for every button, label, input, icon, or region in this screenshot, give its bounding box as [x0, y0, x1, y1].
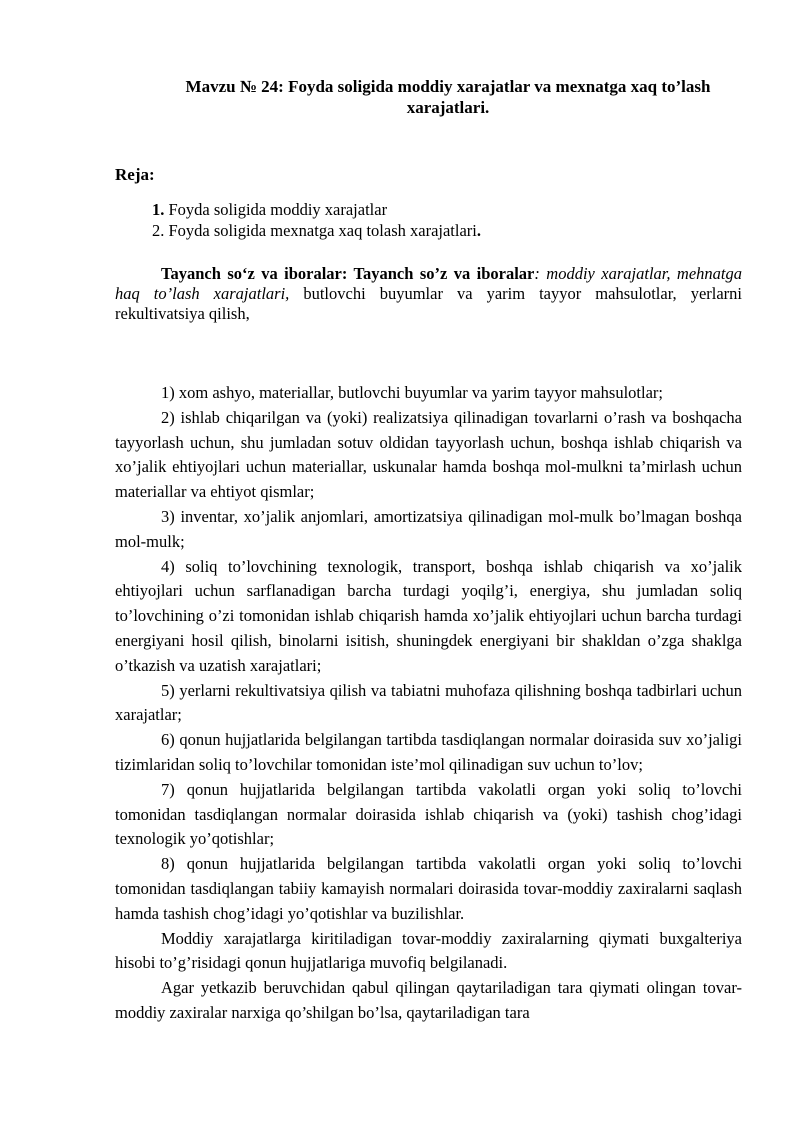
paragraph: Agar yetkazib beruvchidan qabul qilingan qaytariladigan tara qiymati olingan tovar-moddiy zaxiralar narxiga qo’shilgan bo’lsa, qaytariladigan tara: [115, 978, 742, 1022]
paragraph: 5) yerlarni rekultivatsiya qilish va tabiatni muhofaza qilishning boshqa tadbirlari uchun xarajatlar;: [115, 680, 742, 725]
plan-item-number: 2.: [152, 221, 165, 240]
paragraph: 7) qonun hujjatlarida belgilangan tartibda vakolatli organ yoki soliq to’lovchi tomonidan tasdiqlangan normalar doirasida ishlab chiqarish va (yoki) tashish chog’idagi texnologik yo’qotishlar;: [115, 779, 742, 849]
plan-item-end: .: [476, 221, 481, 240]
paragraph: 8) qonun hujjatlarida belgilangan tartibda vakolatli organ yoki soliq to’lovchi tomonidan tasdiqlangan tabiiy kamayish normalari doirasida tovar-moddiy zaxiralarni saqlash hamda tashish chog’idagi yo’qotishlar va buzilishlar.: [115, 854, 742, 923]
paragraph: 4) soliq to’lovchining texnologik, transport, boshqa ishlab chiqarish va xo’jalik ehtiyojlari uchun sarflanadigan barcha turdagi yoqilg’i, energiya, shu jumladan soliq to’lovchining o’zi tomonidan ishlab chiqarish hamda xo’jalik ehtiyojlari uchun barcha turdagi energiyani hosil qilish, binolarni isitish, shuningdek energiyani bir shakldan o’zga shaklga o’tkazish va uzatish xarajatlari;: [115, 556, 742, 675]
plan-item-text: Foyda soligida mexnatga xaq tolash xarajatlari: [164, 221, 477, 240]
keywords-rest: butlovchi buyumlar va yarim tayyor mahsulotlar, yerlarni rekultivatsiya qilish,: [115, 284, 742, 323]
plan-item-number: 1.: [152, 200, 165, 219]
plan-item: [152, 199, 752, 220]
plan-item: [152, 220, 752, 241]
document-title: Mavzu № 24: Foyda soligida moddiy xarajatlar va mexnatga xaq to’lash xarajatlari.: [185, 77, 711, 117]
paragraph: 1) xom ashyo, materiallar, butlovchi buyumlar va yarim tayyor mahsulotlar;: [161, 383, 664, 402]
keywords-label: Tayanch so‘z va iboralar: Tayanch so’z va iboralar: [161, 264, 535, 283]
paragraph: 3) inventar, xo’jalik anjomlari, amortizatsiya qilinadigan mol-mulk bo’lmagan boshqa mol-mulk;: [115, 506, 742, 551]
plan-item-text: Foyda soligida moddiy xarajatlar: [164, 200, 388, 219]
keywords-paragraph: [115, 264, 742, 324]
keywords-colon: :: [534, 264, 540, 283]
plan-heading: Reja:: [115, 165, 155, 184]
paragraph: 6) qonun hujjatlarida belgilangan tartibda tasdiqlangan normalar doirasida suv xo’jaligi tizimlaridan soliq to’lovchilar tomonidan iste’mol qilinadigan suv uchun to’lov;: [115, 730, 742, 774]
paragraph: 2) ishlab chiqarilgan va (yoki) realizatsiya qilinadigan tovarlarni o’rash va boshqacha tayyorlash uchun, shu jumladan sotuv oldidan tayyorlash uchun, boshqa ishlab chiqarish va xo’jalik ehtiyojlari uchun materiallar, uskunalar hamda boshqa mol-mulkni ta’mirlash uchun materiallar va ehtiyot qismlar;: [115, 407, 742, 502]
body-text: [115, 381, 742, 1026]
keywords-italic-terms: moddiy xarajatlar, mehnatga haq to’lash xarajatlari,: [115, 264, 742, 303]
plan-list: [152, 199, 752, 241]
paragraph: Moddiy xarajatlarga kiritiladigan tovar-moddiy zaxiralarning qiymati buxgalteriya hisobi to’g’risidagi qonun hujjatlariga muvofiq belgilanadi.: [115, 928, 742, 973]
